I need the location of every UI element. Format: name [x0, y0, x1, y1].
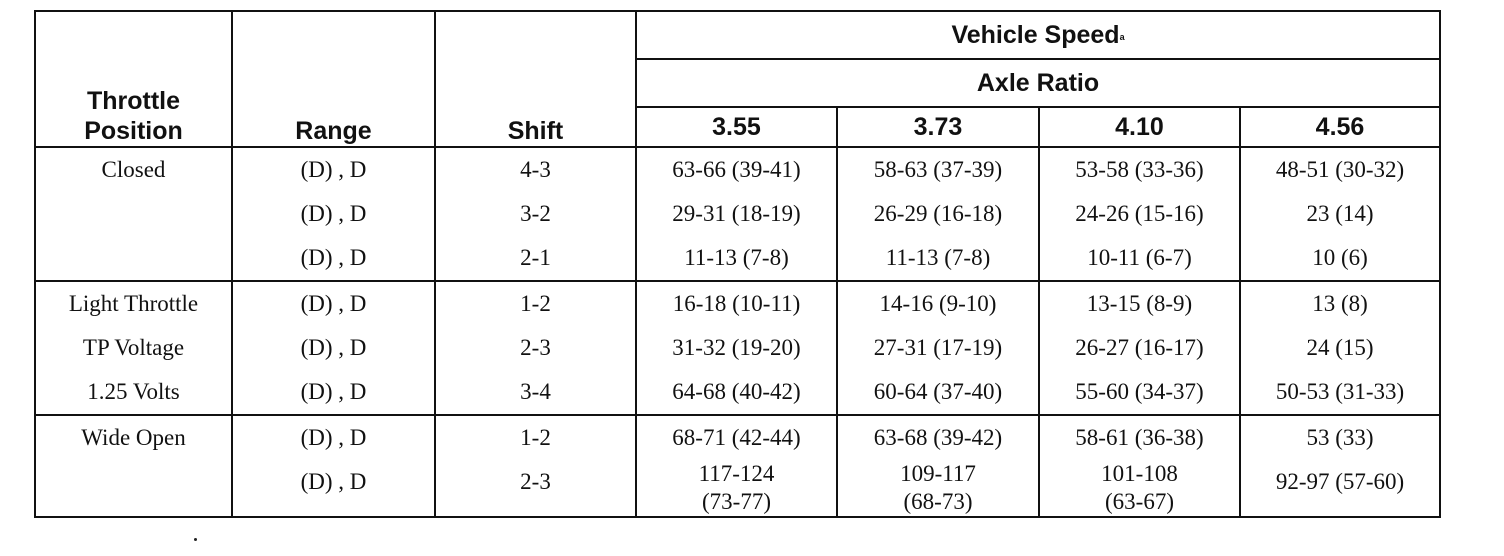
speed-cell: 14-16 (9-10) [837, 281, 1039, 326]
header-ratio-373: 3.73 [837, 107, 1039, 147]
range-cell: (D) , D [232, 415, 435, 460]
shift-cell: 1-2 [435, 281, 636, 326]
range-cell: (D) , D [232, 281, 435, 326]
speed-cell: 26-29 (16-18) [837, 192, 1039, 236]
table-row [35, 147, 1440, 192]
speed-cell: 63-66 (39-41) [636, 147, 837, 192]
table-row [35, 460, 1440, 517]
speed-cell: 24 (15) [1240, 326, 1440, 370]
throttle-position-cell: Closed [35, 147, 232, 192]
speed-cell: 92-97 (57-60) [1240, 460, 1440, 517]
speed-cell: 16-18 (10-11) [636, 281, 837, 326]
range-cell: (D) , D [232, 192, 435, 236]
speed-cell [1039, 460, 1240, 517]
throttle-position-cell: Wide Open [35, 415, 232, 460]
speed-line: (73-77) [702, 489, 771, 514]
speed-cell: 13 (8) [1240, 281, 1440, 326]
speed-cell: 23 (14) [1240, 192, 1440, 236]
header-throttle-position: Throttle Position [35, 11, 232, 147]
header-shift: Shift [435, 11, 636, 147]
header-ratio-456: 4.56 [1240, 107, 1440, 147]
speed-line: 101-108 [1101, 461, 1178, 486]
throttle-position-cell: 1.25 Volts [35, 370, 232, 415]
footnote-marker: a [1119, 32, 1125, 42]
table-row [35, 370, 1440, 415]
shift-cell: 2-1 [435, 236, 636, 281]
speed-cell: 11-13 (7-8) [837, 236, 1039, 281]
speed-cell: 58-61 (36-38) [1039, 415, 1240, 460]
speed-line: (68-73) [903, 489, 973, 514]
speed-cell: 10-11 (6-7) [1039, 236, 1240, 281]
range-cell: (D) , D [232, 460, 435, 517]
speed-line: 109-117 [900, 461, 976, 486]
range-cell: (D) , D [232, 147, 435, 192]
shift-cell: 3-2 [435, 192, 636, 236]
speed-cell: 50-53 (31-33) [1240, 370, 1440, 415]
shift-cell: 3-4 [435, 370, 636, 415]
speed-cell: 24-26 (15-16) [1039, 192, 1240, 236]
throttle-position-cell [35, 236, 232, 281]
shift-cell: 1-2 [435, 415, 636, 460]
speed-cell: 11-13 (7-8) [636, 236, 837, 281]
shift-cell: 4-3 [435, 147, 636, 192]
speed-cell: 60-64 (37-40) [837, 370, 1039, 415]
speed-cell: 68-71 (42-44) [636, 415, 837, 460]
speed-cell: 31-32 (19-20) [636, 326, 837, 370]
table-row [35, 326, 1440, 370]
shift-speed-table [34, 10, 1441, 518]
speed-cell: 13-15 (8-9) [1039, 281, 1240, 326]
table-row [35, 236, 1440, 281]
table-row [35, 192, 1440, 236]
speed-cell: 26-27 (16-17) [1039, 326, 1240, 370]
speed-cell: 53 (33) [1240, 415, 1440, 460]
header-axle-ratio: Axle Ratio [636, 59, 1440, 107]
speed-cell: 48-51 (30-32) [1240, 147, 1440, 192]
range-cell: (D) , D [232, 236, 435, 281]
speed-cell: 58-63 (37-39) [837, 147, 1039, 192]
speed-cell: 10 (6) [1240, 236, 1440, 281]
speed-line: 117-124 [698, 461, 775, 486]
speed-cell: 29-31 (18-19) [636, 192, 837, 236]
throttle-position-cell [35, 460, 232, 517]
throttle-position-cell: TP Voltage [35, 326, 232, 370]
speed-line: (63-67) [1105, 489, 1174, 514]
speed-cell: 27-31 (17-19) [837, 326, 1039, 370]
throttle-position-cell [35, 192, 232, 236]
range-cell: (D) , D [232, 370, 435, 415]
speed-cell: 63-68 (39-42) [837, 415, 1039, 460]
throttle-position-cell: Light Throttle [35, 281, 232, 326]
header-ratio-355: 3.55 [636, 107, 837, 147]
speed-cell: 53-58 (33-36) [1039, 147, 1240, 192]
table-row [35, 281, 1440, 326]
speed-cell: 64-68 (40-42) [636, 370, 837, 415]
header-range: Range [232, 11, 435, 147]
speed-cell [636, 460, 837, 517]
speed-cell [837, 460, 1039, 517]
shift-cell: 2-3 [435, 326, 636, 370]
range-cell: (D) , D [232, 326, 435, 370]
shift-cell: 2-3 [435, 460, 636, 517]
table-row [35, 415, 1440, 460]
speed-cell: 55-60 (34-37) [1039, 370, 1240, 415]
stray-mark [194, 538, 197, 541]
header-vehicle-speed: Vehicle Speed$^a$ [636, 11, 1440, 59]
header-ratio-410: 4.10 [1039, 107, 1240, 147]
